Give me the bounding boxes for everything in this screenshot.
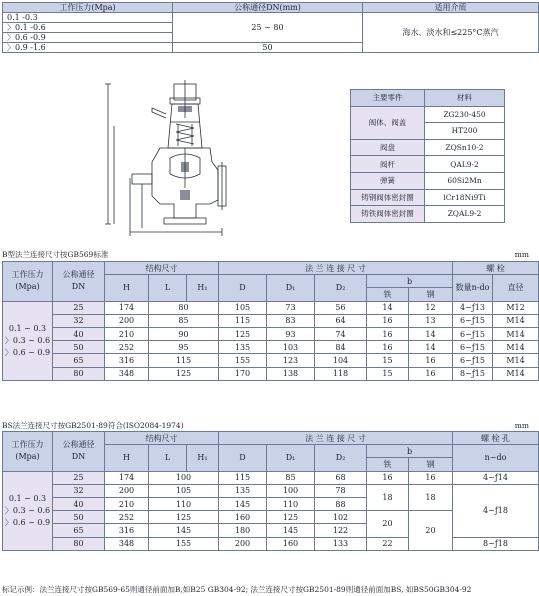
table-cell-D2: 133 <box>315 537 367 550</box>
header-D2: D₂ <box>315 445 367 471</box>
part-name: 铸钢阀体密封圈 <box>351 189 425 206</box>
table-cell-D: 115 <box>219 471 267 484</box>
header-H: H <box>105 275 149 301</box>
table-cell-dn: 65 <box>53 524 105 537</box>
table-cell-D: 160 <box>219 511 267 524</box>
table-cell-bolt-diameter: M14 <box>493 327 539 340</box>
part-name: 阀盘 <box>351 139 425 156</box>
header-H: H <box>105 445 149 471</box>
header-dn: 公称通径DN(mm) <box>173 3 363 13</box>
table-cell-D1: 110 <box>267 497 315 510</box>
header-bolt-hole: 螺 栓 孔 <box>453 432 539 445</box>
part-material: HT200 <box>425 123 505 140</box>
header-material: 材料 <box>425 90 505 107</box>
table-cell-L: 115 <box>149 354 219 367</box>
dn-range-cell: 25 ~ 80 <box>173 13 363 43</box>
header-pressure: 工作压力 (Mpa) <box>3 262 53 302</box>
table-cell-L: 125 <box>149 367 219 380</box>
header-H1: H₁ <box>187 445 219 471</box>
table-cell-b-iron: 20 <box>367 511 409 537</box>
part-material: 60Si2Mn <box>425 172 505 189</box>
bs-table-caption: BS法兰连接尺寸按GB2501-89符合(ISO2084-1974) <box>2 421 184 430</box>
table-cell-L: 105 <box>149 484 219 497</box>
header-medium: 适用介质 <box>363 3 539 13</box>
table-cell-D2: 88 <box>315 497 367 510</box>
table-cell-bolt-count: 6~ƒ15 <box>453 327 493 340</box>
table-cell-b-iron: 16 <box>367 314 409 327</box>
table-cell-D2: 84 <box>315 341 367 354</box>
table-cell-dn: 32 <box>53 314 105 327</box>
table-cell-L: 80 <box>149 301 219 314</box>
table-cell-bolt-count: 6~ƒ15 <box>453 354 493 367</box>
table-cell-D1: 93 <box>267 327 315 340</box>
table-cell-D: 170 <box>219 367 267 380</box>
table-cell-bolt-count: 6~ƒ15 <box>453 314 493 327</box>
dn-single-cell: 50 <box>173 43 363 53</box>
table-cell-H: 210 <box>105 327 149 340</box>
table-cell-D: 125 <box>219 327 267 340</box>
header-D: D <box>219 445 267 471</box>
header-bolt-diameter: 直径 <box>493 275 539 301</box>
table-cell-D1: 125 <box>267 511 315 524</box>
table-cell-bolt-count: 8~ƒ18 <box>453 537 539 550</box>
table-cell-bolt-diameter: M14 <box>493 341 539 354</box>
table-cell-b-steel: 16 <box>409 471 453 484</box>
table-cell-b-iron: 22 <box>367 537 409 550</box>
part-material: ZQAL9-2 <box>425 206 505 223</box>
header-D: D <box>219 275 267 301</box>
table-cell-b-steel: 13 <box>409 314 453 327</box>
table-cell-bolt-diameter: M12 <box>493 301 539 314</box>
header-part: 主要零件 <box>351 90 425 107</box>
parts-material-table <box>350 89 505 223</box>
table-cell-bolt-count: 4~ƒ14 <box>453 471 539 484</box>
b-table-unit: mm <box>514 250 529 259</box>
table-cell-D1: 100 <box>267 484 315 497</box>
table-cell-H: 252 <box>105 341 149 354</box>
table-cell-bolt-diameter: M14 <box>493 367 539 380</box>
table-cell-dn: 32 <box>53 484 105 497</box>
table-cell-dn: 50 <box>53 511 105 524</box>
table-cell-D1: 145 <box>267 524 315 537</box>
table-cell-L: 155 <box>149 537 219 550</box>
table-cell-D2: 122 <box>315 524 367 537</box>
table-cell-bolt-count: 8~ƒ15 <box>453 367 493 380</box>
table-cell-bolt-count: 4~ƒ13 <box>453 301 493 314</box>
table-cell-D: 105 <box>219 301 267 314</box>
table-cell-dn: 80 <box>53 367 105 380</box>
table-cell-b-iron: 15 <box>367 354 409 367</box>
table-cell-dn: 65 <box>53 354 105 367</box>
table-cell-L: 145 <box>149 524 219 537</box>
table-cell-D2: 78 <box>315 484 367 497</box>
header-bolt-count: n~do <box>453 445 539 471</box>
header-dn: 公称通径 DN <box>53 432 105 472</box>
header-flange: 法 兰 连 接 尺 寸 <box>219 432 453 445</box>
pressure-medium-table <box>2 2 539 53</box>
table-cell-H: 200 <box>105 314 149 327</box>
table-cell-b-steel: 20 <box>409 511 453 551</box>
table-cell-b-steel: 16 <box>409 367 453 380</box>
table-cell-dn: 40 <box>53 327 105 340</box>
table-cell-dn: 25 <box>53 301 105 314</box>
table-cell-H: 316 <box>105 354 149 367</box>
table-cell-bolt-diameter: M14 <box>493 314 539 327</box>
header-structure: 结构尺寸 <box>105 262 219 275</box>
table-cell-b-steel: 16 <box>409 354 453 367</box>
table-cell-D1: 85 <box>267 471 315 484</box>
table-cell-D1: 123 <box>267 354 315 367</box>
table-cell-b-iron: 16 <box>367 341 409 354</box>
header-iron: 铁 <box>367 288 409 301</box>
safety-valve-drawing <box>100 78 238 236</box>
b-type-dimension-table <box>2 261 539 381</box>
header-bolt: 螺 栓 <box>453 262 539 275</box>
header-H1: H₁ <box>187 275 219 301</box>
bs-type-dimension-table <box>2 431 539 551</box>
part-name: 弹簧 <box>351 172 425 189</box>
table-cell-D2: 56 <box>315 301 367 314</box>
table-cell-D: 135 <box>219 341 267 354</box>
table-cell-H: 252 <box>105 511 149 524</box>
header-structure: 结构尺寸 <box>105 432 219 445</box>
table-cell-H: 174 <box>105 301 149 314</box>
header-flange: 法 兰 连 接 尺 寸 <box>219 262 453 275</box>
table-cell-dn: 50 <box>53 341 105 354</box>
header-steel: 钢 <box>409 288 453 301</box>
pressure-range-cell: 0.1 ~ 0.3 〉0.3 ~ 0.6 〉0.6 ~ 0.9 <box>3 471 53 550</box>
table-cell-L: 85 <box>149 314 219 327</box>
table-cell-H: 348 <box>105 537 149 550</box>
table-cell-H: 174 <box>105 471 149 484</box>
pressure-row: 0.1 -0.3 <box>3 13 173 23</box>
table-cell-D1: 73 <box>267 301 315 314</box>
table-cell-L: 110 <box>149 497 219 510</box>
part-name: 阀杆 <box>351 156 425 173</box>
pressure-range-cell: 0.1 ~ 0.3 〉0.3 ~ 0.6 〉0.6 ~ 0.9 <box>3 301 53 380</box>
table-cell-D1: 160 <box>267 537 315 550</box>
table-cell-dn: 25 <box>53 471 105 484</box>
table-cell-D: 115 <box>219 314 267 327</box>
header-b: b <box>367 445 453 458</box>
header-D2: D₂ <box>315 275 367 301</box>
header-L: L <box>149 445 187 471</box>
table-cell-D2: 102 <box>315 511 367 524</box>
table-cell-b-steel: 12 <box>409 301 453 314</box>
part-material: QAL9-2 <box>425 156 505 173</box>
header-L: L <box>149 275 187 301</box>
header-pressure: 工作压力(Mpa) <box>3 3 173 13</box>
table-cell-bolt-count: 6~ƒ15 <box>453 341 493 354</box>
part-material: ZQSn10-2 <box>425 139 505 156</box>
table-cell-b-steel: 14 <box>409 341 453 354</box>
table-cell-D1: 138 <box>267 367 315 380</box>
marking-example: 标记示例：法兰连接尺寸按GB569-65则通径前面加B,如B25 GB304-92; 法兰连接尺寸按GB2501-89则通径前面加BS, 如BS50GB304-92 <box>2 585 472 594</box>
header-pressure: 工作压力 (Mpa) <box>3 432 53 472</box>
header-bolt-count: 数量n-do <box>453 275 493 301</box>
table-cell-D: 135 <box>219 484 267 497</box>
part-material: lCr18Ni9Ti <box>425 189 505 206</box>
table-cell-D1: 83 <box>267 314 315 327</box>
header-dn: 公称通径 DN <box>53 262 105 302</box>
part-name: 铸铁阀体密封圈 <box>351 206 425 223</box>
table-cell-b-iron: 18 <box>367 484 409 510</box>
b-table-caption: B型法兰连接尺寸按GB569标准 <box>2 250 109 259</box>
table-cell-D2: 74 <box>315 327 367 340</box>
table-cell-D: 200 <box>219 537 267 550</box>
table-cell-D: 145 <box>219 497 267 510</box>
table-cell-dn: 80 <box>53 537 105 550</box>
table-cell-H: 348 <box>105 367 149 380</box>
table-cell-b-iron: 16 <box>367 471 409 484</box>
table-cell-D2: 68 <box>315 471 367 484</box>
table-cell-b-steel: 18 <box>409 484 453 510</box>
table-cell-L: 90 <box>149 327 219 340</box>
table-cell-dn: 40 <box>53 497 105 510</box>
table-cell-L: 100 <box>149 471 219 484</box>
pressure-row: 〉0.1 -0.6 <box>3 23 173 33</box>
part-material: ZG230-450 <box>425 106 505 123</box>
header-D1: D₁ <box>267 445 315 471</box>
table-cell-D2: 104 <box>315 354 367 367</box>
medium-cell: 海水、淡水和≤225°C蒸汽 <box>363 13 539 53</box>
table-cell-bolt-diameter: M14 <box>493 354 539 367</box>
table-cell-b-iron: 16 <box>367 327 409 340</box>
bs-table-unit: mm <box>514 421 529 430</box>
table-cell-D2: 118 <box>315 367 367 380</box>
header-b: b <box>367 275 453 288</box>
table-cell-b-iron: 15 <box>367 367 409 380</box>
table-cell-b-steel: 14 <box>409 327 453 340</box>
table-cell-b-iron: 14 <box>367 301 409 314</box>
table-cell-D: 180 <box>219 524 267 537</box>
pressure-row: 〉0.6 -0.9 <box>3 33 173 43</box>
table-cell-bolt-count: 4~ƒ18 <box>453 484 539 537</box>
header-iron: 铁 <box>367 458 409 471</box>
table-cell-L: 95 <box>149 341 219 354</box>
table-cell-H: 210 <box>105 497 149 510</box>
header-steel: 钢 <box>409 458 453 471</box>
part-name: 阀体、阀盖 <box>351 106 425 139</box>
pressure-row: 〉0.9 -1.6 <box>3 43 173 53</box>
table-cell-H: 200 <box>105 484 149 497</box>
header-D1: D₁ <box>267 275 315 301</box>
table-cell-D2: 64 <box>315 314 367 327</box>
table-cell-D: 155 <box>219 354 267 367</box>
table-cell-H: 316 <box>105 524 149 537</box>
table-cell-L: 125 <box>149 511 219 524</box>
table-cell-D1: 103 <box>267 341 315 354</box>
